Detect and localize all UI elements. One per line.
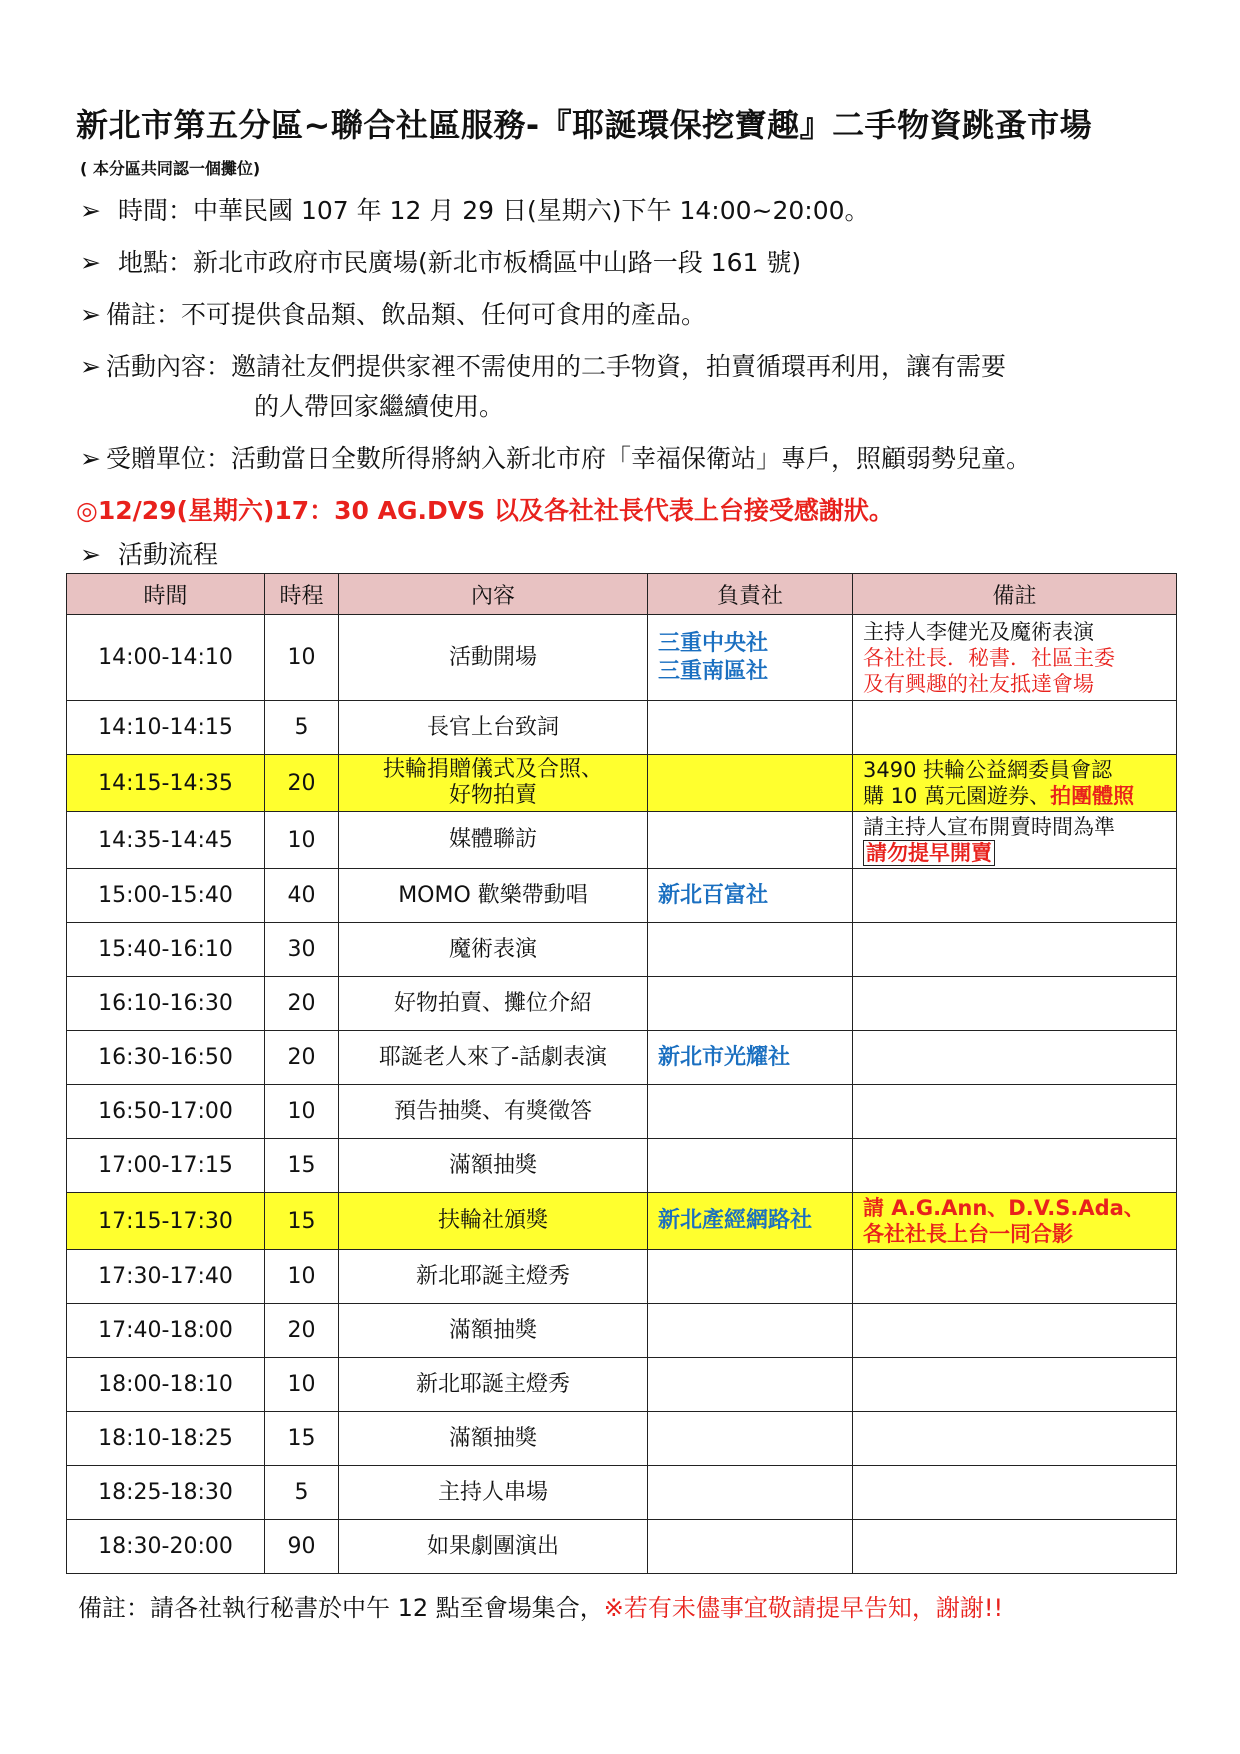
cell-note — [853, 1520, 1177, 1574]
cell-time: 16:30-16:50 — [67, 1031, 265, 1085]
table-row — [67, 869, 1177, 923]
cell-time: 16:50-17:00 — [67, 1085, 265, 1139]
cell-duration: 15 — [265, 1139, 339, 1193]
footer-note: 備註：請各社執行秘書於中午 12 點至會場集合，※若有未儘事宜敬請提早告知，謝謝!! — [78, 1594, 1004, 1622]
cell-note — [853, 1139, 1177, 1193]
cell-content: 滿額抽獎 — [339, 1139, 648, 1193]
cell-time: 18:10-18:25 — [67, 1412, 265, 1466]
cell-content: 耶誕老人來了-話劇表演 — [339, 1031, 648, 1085]
table-row — [67, 1085, 1177, 1139]
warning-badge: 請勿提早開賣 — [863, 840, 995, 866]
table-row — [67, 1193, 1177, 1250]
cell-duration: 20 — [265, 1031, 339, 1085]
cell-duration: 10 — [265, 615, 339, 701]
arrow-bullet-icon: ➢ — [80, 444, 101, 473]
page-title: 新北市第五分區~聯合社區服務-『耶誕環保挖寶趣』二手物資跳蚤市場 — [76, 106, 1093, 144]
table-row — [67, 1139, 1177, 1193]
cell-note — [853, 1466, 1177, 1520]
cell-time: 14:00-14:10 — [67, 615, 265, 701]
table-row — [67, 1304, 1177, 1358]
cell-duration: 5 — [265, 701, 339, 755]
content-line: ➢ 活動內容：邀請社友們提供家裡不需使用的二手物資，拍賣循環再利用，讓有需要 — [80, 347, 1176, 387]
cell-responsible: 新北產經網路社 — [648, 1193, 853, 1250]
cell-responsible — [648, 1139, 853, 1193]
cell-time: 17:15-17:30 — [67, 1193, 265, 1250]
table-row — [67, 812, 1177, 869]
cell-note — [853, 1358, 1177, 1412]
cell-note — [853, 923, 1177, 977]
recipient-line: ➢ 受贈單位：活動當日全數所得將納入新北市府「幸福保衛站」專戶，照顧弱勢兒童。 — [80, 439, 1176, 479]
header-note: 備註 — [853, 574, 1177, 615]
cell-duration: 30 — [265, 923, 339, 977]
arrow-bullet-icon: ➢ — [80, 300, 101, 329]
cell-duration: 10 — [265, 1250, 339, 1304]
cell-responsible — [648, 977, 853, 1031]
flow-heading: ➢ 活動流程 — [80, 540, 219, 569]
cell-note — [853, 869, 1177, 923]
table-row — [67, 1520, 1177, 1574]
cell-duration: 20 — [265, 755, 339, 812]
footer-warning: ※若有未儘事宜敬請提早告知，謝謝!! — [603, 1594, 1004, 1622]
cell-responsible — [648, 923, 853, 977]
cell-content: 預告抽獎、有獎徵答 — [339, 1085, 648, 1139]
cell-time: 18:00-18:10 — [67, 1358, 265, 1412]
arrow-bullet-icon: ➢ — [80, 196, 101, 225]
place-line: ➢ 地點：新北市政府市民廣場(新北市板橋區中山路一段 161 號) — [80, 243, 1176, 283]
cell-time: 18:30-20:00 — [67, 1520, 265, 1574]
cell-note — [853, 977, 1177, 1031]
cell-content: 滿額抽獎 — [339, 1304, 648, 1358]
cell-responsible — [648, 1250, 853, 1304]
cell-duration: 90 — [265, 1520, 339, 1574]
cell-time: 15:40-16:10 — [67, 923, 265, 977]
table-row — [67, 1466, 1177, 1520]
table-row — [67, 701, 1177, 755]
cell-note — [853, 1412, 1177, 1466]
cell-content: MOMO 歡樂帶動唱 — [339, 869, 648, 923]
cell-time: 17:00-17:15 — [67, 1139, 265, 1193]
cell-content: 扶輪社頒獎 — [339, 1193, 648, 1250]
cell-note: 請 A.G.Ann、D.V.S.Ada、 各社社長上台一同合影 — [853, 1193, 1177, 1250]
cell-content: 滿額抽獎 — [339, 1412, 648, 1466]
header-content: 內容 — [339, 574, 648, 615]
cell-note — [853, 1304, 1177, 1358]
cell-time: 17:30-17:40 — [67, 1250, 265, 1304]
cell-responsible — [648, 1085, 853, 1139]
cell-time: 17:40-18:00 — [67, 1304, 265, 1358]
cell-content: 活動開場 — [339, 615, 648, 701]
arrow-bullet-icon: ➢ — [80, 352, 101, 381]
header-duration: 時程 — [265, 574, 339, 615]
cell-time: 14:15-14:35 — [67, 755, 265, 812]
cell-responsible — [648, 1412, 853, 1466]
note-line: ➢ 備註：不可提供食品類、飲品類、任何可食用的產品。 — [80, 295, 1176, 335]
cell-time: 18:25-18:30 — [67, 1466, 265, 1520]
cell-content: 扶輪捐贈儀式及合照、 好物拍賣 — [339, 755, 648, 812]
cell-content: 魔術表演 — [339, 923, 648, 977]
cell-responsible — [648, 1358, 853, 1412]
table-row — [67, 923, 1177, 977]
cell-time: 14:10-14:15 — [67, 701, 265, 755]
cell-note: 3490 扶輪公益網委員會認 購 10 萬元園遊券、拍團體照 — [853, 755, 1177, 812]
cell-duration: 15 — [265, 1193, 339, 1250]
cell-content: 媒體聯訪 — [339, 812, 648, 869]
cell-note — [853, 1031, 1177, 1085]
cell-duration: 10 — [265, 812, 339, 869]
header-responsible: 負責社 — [648, 574, 853, 615]
cell-note: 主持人李健光及魔術表演 各社社長．秘書．社區主委 及有興趣的社友抵達會場 — [853, 615, 1177, 701]
cell-content: 新北耶誕主燈秀 — [339, 1250, 648, 1304]
cell-duration: 10 — [265, 1358, 339, 1412]
cell-content: 主持人串場 — [339, 1466, 648, 1520]
cell-responsible: 新北市光耀社 — [648, 1031, 853, 1085]
cell-responsible: 三重中央社 三重南區社 — [648, 615, 853, 701]
cell-time: 14:35-14:45 — [67, 812, 265, 869]
cell-note: 請主持人宣布開賣時間為準 請勿提早開賣 — [853, 812, 1177, 869]
cell-responsible — [648, 1520, 853, 1574]
cell-duration: 40 — [265, 869, 339, 923]
document-page — [66, 100, 1176, 1623]
cell-note — [853, 1250, 1177, 1304]
cell-duration: 20 — [265, 977, 339, 1031]
time-line: ➢ 時間：中華民國 107 年 12 月 29 日(星期六)下午 14:00~20:00。 — [80, 191, 1176, 231]
table-row — [67, 1031, 1177, 1085]
arrow-bullet-icon: ➢ — [80, 540, 101, 569]
highlight-announcement: ◎12/29(星期六)17：30 AG.DVS 以及各社社長代表上台接受感謝狀。 — [76, 496, 894, 525]
cell-content: 新北耶誕主燈秀 — [339, 1358, 648, 1412]
cell-duration: 5 — [265, 1466, 339, 1520]
cell-note — [853, 1085, 1177, 1139]
header-time: 時間 — [67, 574, 265, 615]
cell-content: 如果劇團演出 — [339, 1520, 648, 1574]
cell-duration: 15 — [265, 1412, 339, 1466]
cell-responsible — [648, 1466, 853, 1520]
cell-responsible — [648, 812, 853, 869]
table-row — [67, 1412, 1177, 1466]
table-row — [67, 1358, 1177, 1412]
cell-time: 15:00-15:40 — [67, 869, 265, 923]
cell-responsible — [648, 701, 853, 755]
table-row — [67, 755, 1177, 812]
cell-responsible — [648, 1304, 853, 1358]
cell-duration: 20 — [265, 1304, 339, 1358]
cell-duration: 10 — [265, 1085, 339, 1139]
cell-content: 長官上台致詞 — [339, 701, 648, 755]
table-row — [67, 977, 1177, 1031]
table-row — [67, 615, 1177, 701]
cell-note — [853, 701, 1177, 755]
cell-content: 好物拍賣、攤位介紹 — [339, 977, 648, 1031]
table-header-row — [67, 574, 1177, 615]
cell-time: 16:10-16:30 — [67, 977, 265, 1031]
content-line-continued: 的人帶回家繼續使用。 — [254, 392, 505, 421]
cell-responsible: 新北百富社 — [648, 869, 853, 923]
schedule-table — [66, 573, 1177, 1574]
cell-responsible — [648, 755, 853, 812]
arrow-bullet-icon: ➢ — [80, 248, 101, 277]
table-row — [67, 1250, 1177, 1304]
page-subtitle: ( 本分區共同認一個攤位) — [80, 159, 261, 178]
